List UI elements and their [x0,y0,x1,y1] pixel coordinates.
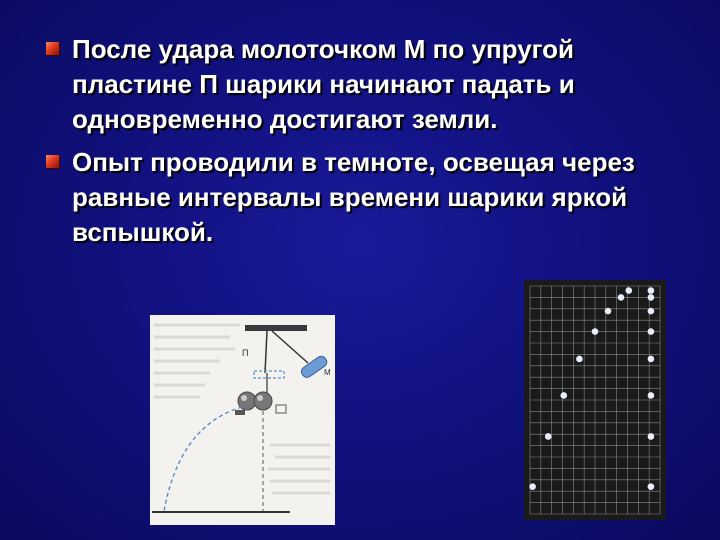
projectile-ball [626,287,633,294]
falling-ball [648,392,655,399]
projectile-ball [618,294,625,301]
bullet-text: Опыт проводили в темноте, освещая через равные интервалы времени шарики яркой вспышкой. [72,147,635,247]
strobe-photo-image [524,280,666,520]
apparatus-drawing [150,315,335,525]
projectile-ball [561,392,568,399]
experiment-apparatus-image [150,315,335,525]
plate-label: П [242,348,249,358]
projectile-ball [545,433,552,440]
falling-ball [648,294,655,301]
bullet-square-icon [46,42,59,55]
bullet-square-icon [46,155,59,168]
projectile-ball [592,328,599,335]
bullet-text: После удара молоточком М по упругой пластине П шарики начинают падать и одновременно достигают земли. [72,34,575,134]
falling-ball [648,433,655,440]
falling-ball [648,328,655,335]
falling-ball [648,287,655,294]
projectile-ball [605,308,612,315]
projectile-ball [576,356,583,363]
projectile-ball [529,483,536,490]
bullet-item [40,32,700,137]
falling-ball [648,356,655,363]
bullet-item [40,145,700,250]
hammer-label: М [324,368,331,377]
falling-ball [648,308,655,315]
strobe-grid [524,280,666,520]
bullet-list [40,32,700,258]
falling-ball [648,483,655,490]
